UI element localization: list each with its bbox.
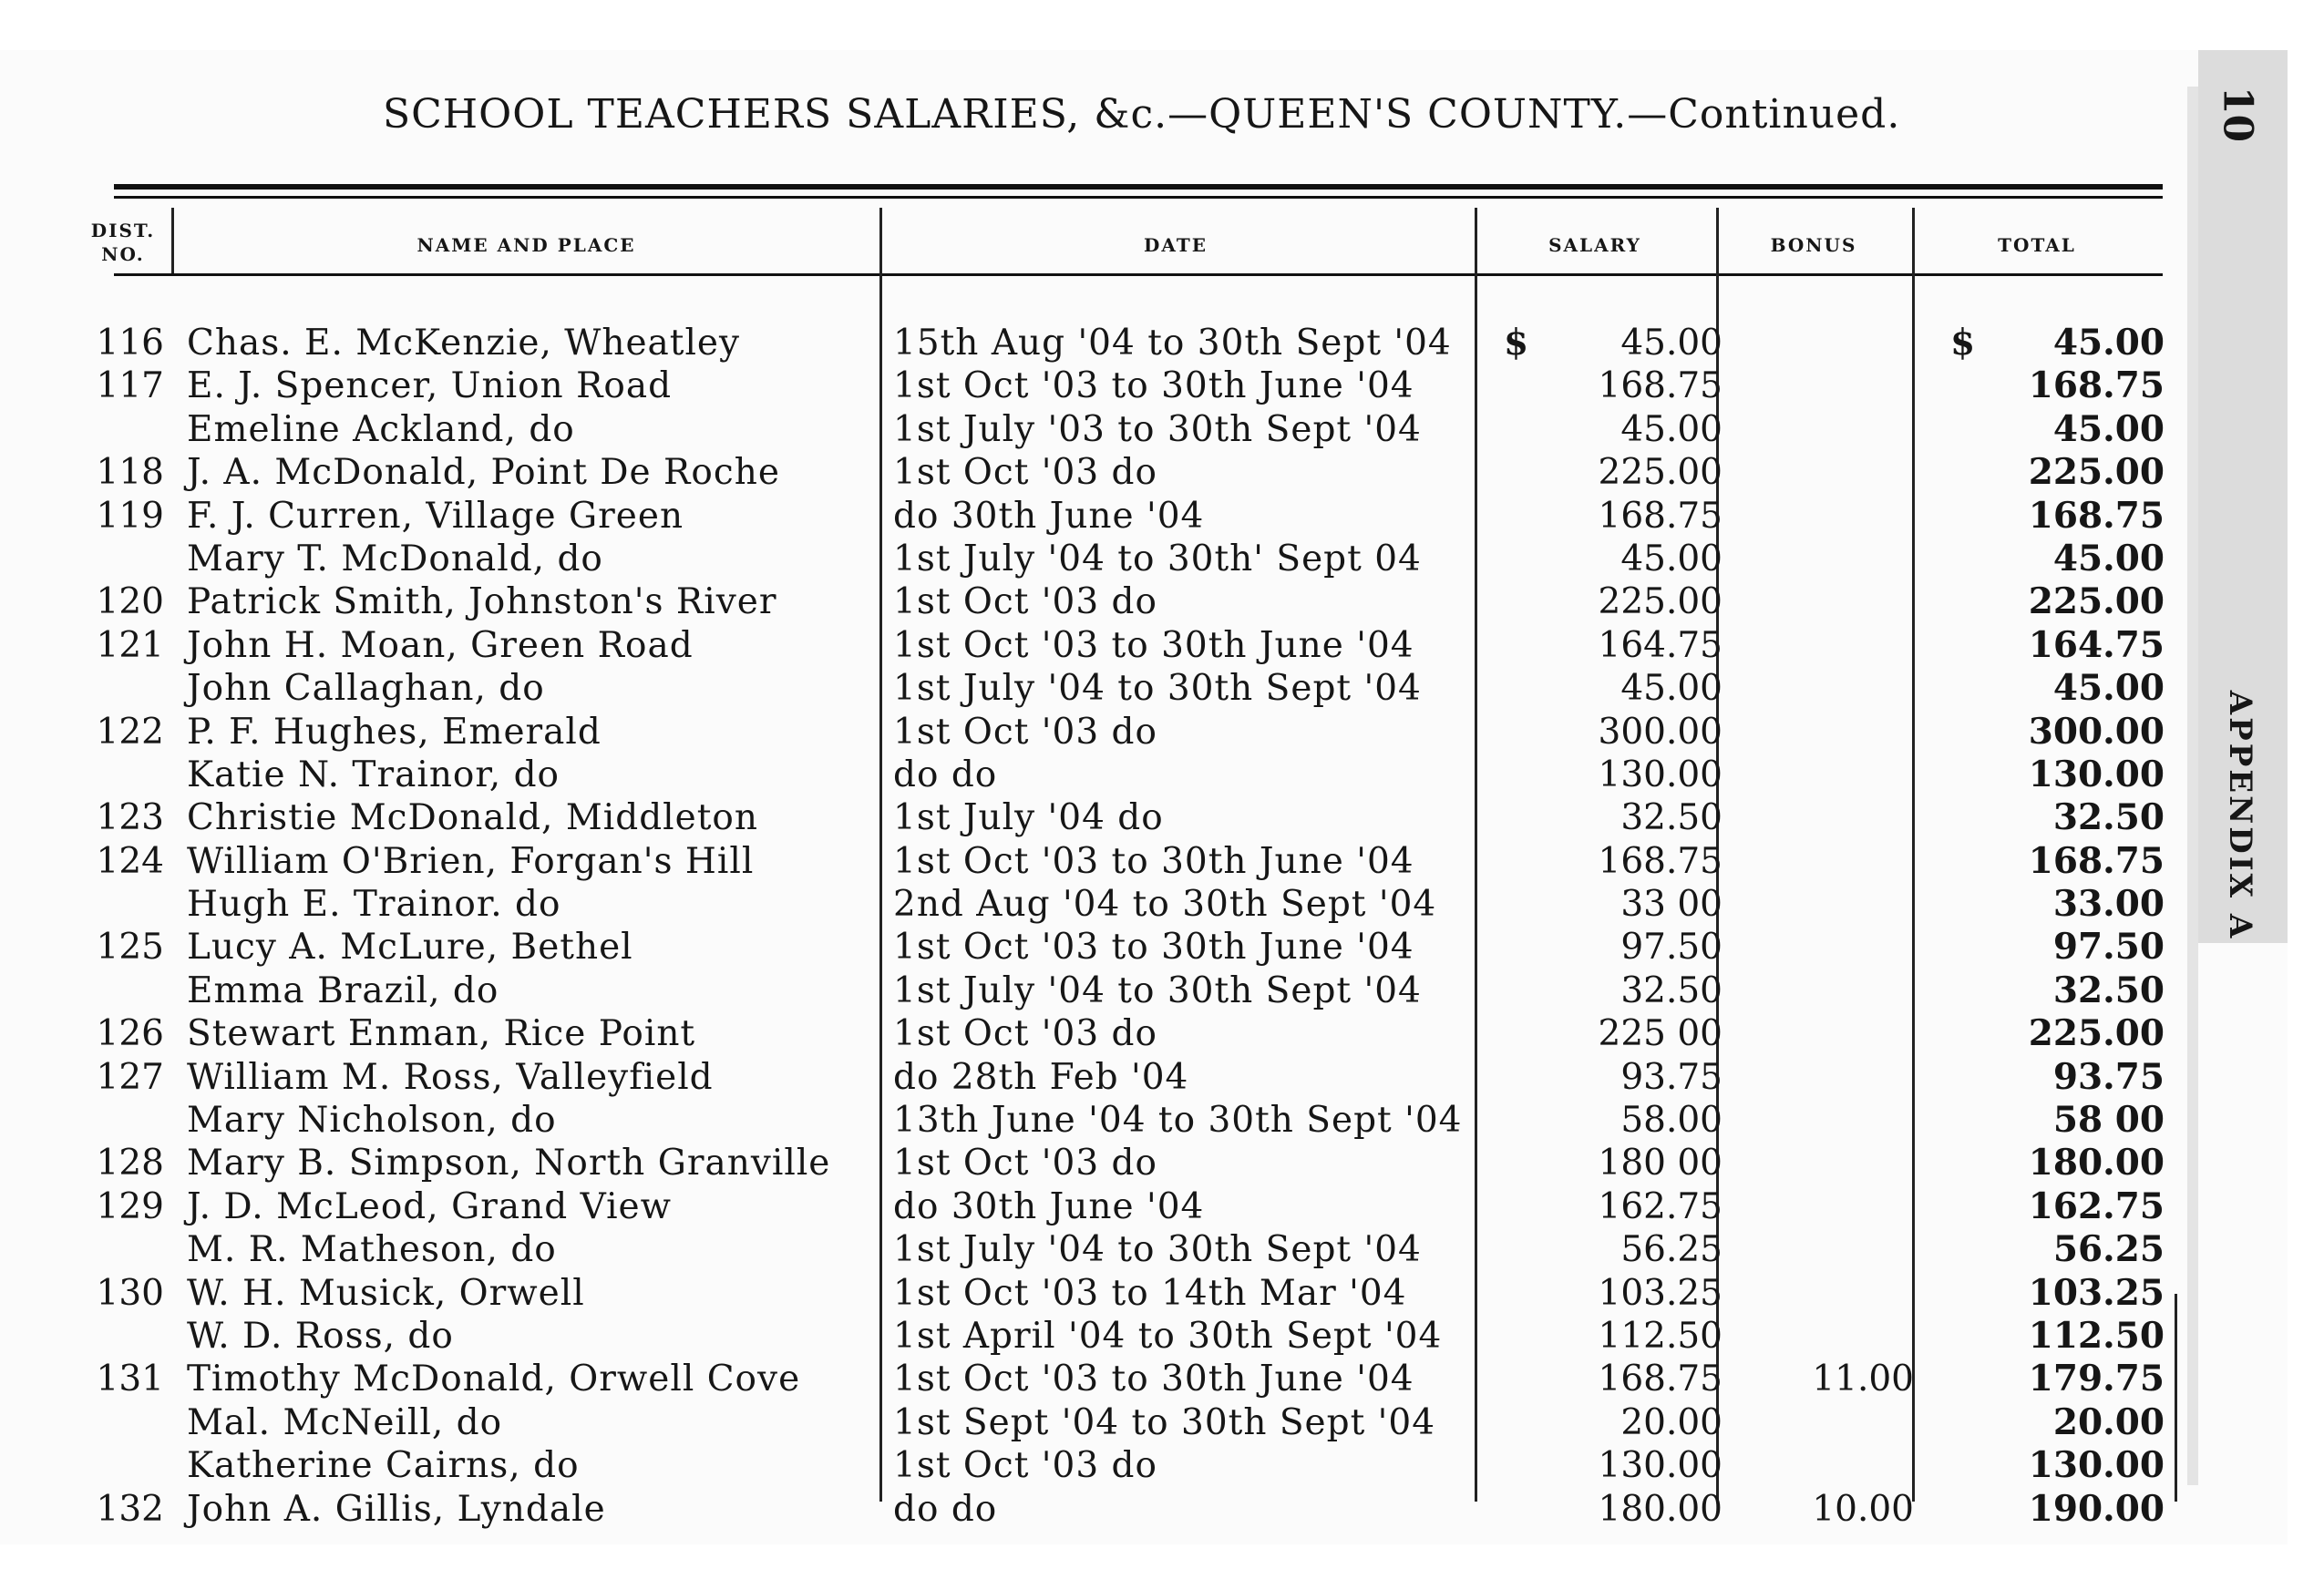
dist-number: 119 xyxy=(96,495,164,537)
salary-amount: 20.00 xyxy=(1620,1401,1722,1443)
teacher-name-place: Mal. McNeill, do xyxy=(187,1401,503,1443)
total-amount: 190.00 xyxy=(2028,1487,2165,1530)
teacher-name-place: John H. Moan, Green Road xyxy=(187,624,694,666)
teacher-name-place: Hugh E. Trainor. do xyxy=(187,884,561,926)
date-range: 1st April '04 to 30th Sept '04 xyxy=(893,1315,1443,1357)
date-range: 1st July '03 to 30th Sept '04 xyxy=(893,408,1422,450)
total-amount: 45.00 xyxy=(2052,537,2165,579)
date-range: do do xyxy=(893,754,998,795)
total-amount: 168.75 xyxy=(2028,364,2165,407)
column-header-dist: DIST. NO. xyxy=(90,220,156,265)
column-header-total: TOTAL xyxy=(1998,234,2076,256)
column-header-salary: SALARY xyxy=(1548,234,1641,256)
teacher-name-place: John Callaghan, do xyxy=(187,668,545,710)
salary-amount: 45.00 xyxy=(1620,668,1722,710)
date-range: 1st Oct '03 to 30th June '04 xyxy=(893,624,1414,666)
date-range: 1st Oct '03 to 30th June '04 xyxy=(893,365,1414,407)
dist-number: 120 xyxy=(96,581,164,623)
column-divider-total xyxy=(2175,1294,2177,1502)
salary-amount: 168.75 xyxy=(1598,365,1722,407)
dist-number: 131 xyxy=(96,1359,164,1400)
teacher-name-place: Timothy McDonald, Orwell Cove xyxy=(187,1359,801,1400)
total-amount: 112.50 xyxy=(2028,1314,2165,1357)
salary-amount: 168.75 xyxy=(1598,495,1722,537)
date-range: 1st Oct '03 to 30th June '04 xyxy=(893,1359,1414,1400)
dist-number: 121 xyxy=(96,624,164,666)
date-range: 1st Oct '03 do xyxy=(893,452,1157,494)
column-header-rule xyxy=(114,273,2163,276)
date-range: 1st Oct '03 do xyxy=(893,581,1157,623)
total-amount: 97.50 xyxy=(2052,926,2165,969)
teacher-name-place: Christie McDonald, Middleton xyxy=(187,797,758,839)
salary-amount: 33 00 xyxy=(1620,884,1722,926)
teacher-name-place: W. D. Ross, do xyxy=(187,1315,454,1357)
salary-amount: 103.25 xyxy=(1598,1272,1722,1314)
teacher-name-place: Mary B. Simpson, North Granville xyxy=(187,1143,831,1184)
total-amount: 32.50 xyxy=(2052,969,2165,1011)
total-currency-symbol: $ xyxy=(1950,322,1976,364)
teacher-name-place: Patrick Smith, Johnston's River xyxy=(187,581,777,623)
dist-number: 129 xyxy=(96,1185,164,1227)
salary-amount: 32.50 xyxy=(1620,969,1722,1011)
total-amount: 103.25 xyxy=(2028,1271,2165,1314)
teacher-name-place: William O'Brien, Forgan's Hill xyxy=(187,840,755,882)
total-amount: 93.75 xyxy=(2052,1055,2165,1098)
date-range: do do xyxy=(893,1488,998,1530)
salary-amount: 164.75 xyxy=(1598,624,1722,666)
total-amount: 56.25 xyxy=(2052,1228,2165,1271)
total-amount: 32.50 xyxy=(2052,796,2165,839)
date-range: 1st July '04 to 30th Sept '04 xyxy=(893,969,1422,1011)
header-rule-thick xyxy=(114,184,2163,190)
teacher-name-place: J. A. McDonald, Point De Roche xyxy=(187,452,780,494)
salary-amount: 225.00 xyxy=(1598,581,1722,623)
dist-number: 130 xyxy=(96,1272,164,1314)
appendix-label: APPENDIX A xyxy=(2222,690,2258,941)
salary-amount: 180 00 xyxy=(1598,1143,1722,1184)
column-divider-dist xyxy=(171,208,174,273)
total-amount: 225.00 xyxy=(2028,451,2165,494)
teacher-name-place: Stewart Enman, Rice Point xyxy=(187,1013,696,1055)
teacher-name-place: Emma Brazil, do xyxy=(187,969,499,1011)
teacher-name-place: Emeline Ackland, do xyxy=(187,408,575,450)
date-range: do 30th June '04 xyxy=(893,1185,1205,1227)
date-range: 1st Oct '03 to 14th Mar '04 xyxy=(893,1272,1407,1314)
salary-amount: 168.75 xyxy=(1598,1359,1722,1400)
teacher-name-place: P. F. Hughes, Emerald xyxy=(187,711,602,753)
salary-amount: 162.75 xyxy=(1598,1185,1722,1227)
date-range: 1st July '04 to 30th' Sept 04 xyxy=(893,538,1422,579)
date-range: 1st Sept '04 to 30th Sept '04 xyxy=(893,1401,1436,1443)
page-edge-shadow xyxy=(2187,87,2198,1485)
teacher-name-place: M. R. Matheson, do xyxy=(187,1229,557,1271)
salary-amount: 45.00 xyxy=(1620,408,1722,450)
date-range: 1st July '04 do xyxy=(893,797,1164,839)
salary-amount: 225.00 xyxy=(1598,452,1722,494)
total-amount: 33.00 xyxy=(2052,883,2165,926)
column-divider-name xyxy=(879,208,882,1502)
teacher-name-place: William M. Ross, Valleyfield xyxy=(187,1056,714,1098)
salary-amount: 32.50 xyxy=(1620,797,1722,839)
dist-number: 127 xyxy=(96,1056,164,1098)
teacher-name-place: E. J. Spencer, Union Road xyxy=(187,365,673,407)
column-divider-bonus xyxy=(1912,208,1915,1502)
date-range: do 30th June '04 xyxy=(893,495,1205,537)
salary-amount: 58.00 xyxy=(1620,1100,1722,1142)
teacher-name-place: Katie N. Trainor, do xyxy=(187,754,560,795)
dist-number: 125 xyxy=(96,927,164,969)
teacher-name-place: Lucy A. McLure, Bethel xyxy=(187,927,633,969)
date-range: 2nd Aug '04 to 30th Sept '04 xyxy=(893,884,1437,926)
teacher-name-place: John A. Gillis, Lyndale xyxy=(187,1488,606,1530)
salary-amount: 130.00 xyxy=(1598,754,1722,795)
date-range: 1st July '04 to 30th Sept '04 xyxy=(893,668,1422,710)
bonus-amount: 10.00 xyxy=(1812,1488,1914,1530)
dist-number: 123 xyxy=(96,797,164,839)
date-range: 1st Oct '03 to 30th June '04 xyxy=(893,840,1414,882)
total-amount: 20.00 xyxy=(2052,1400,2165,1443)
total-amount: 162.75 xyxy=(2028,1184,2165,1227)
date-range: do 28th Feb '04 xyxy=(893,1056,1189,1098)
column-header-date: DATE xyxy=(1144,234,1208,256)
teacher-name-place: Mary Nicholson, do xyxy=(187,1100,557,1142)
date-range: 13th June '04 to 30th Sept '04 xyxy=(893,1100,1463,1142)
date-range: 1st July '04 to 30th Sept '04 xyxy=(893,1229,1422,1271)
dist-number: 128 xyxy=(96,1143,164,1184)
total-amount: 300.00 xyxy=(2028,710,2165,753)
teacher-name-place: Katherine Cairns, do xyxy=(187,1445,580,1487)
date-range: 1st Oct '03 to 30th June '04 xyxy=(893,927,1414,969)
column-header-bonus: BONUS xyxy=(1770,234,1857,256)
date-range: 1st Oct '03 do xyxy=(893,711,1157,753)
total-amount: 58 00 xyxy=(2052,1099,2165,1142)
total-amount: 164.75 xyxy=(2028,623,2165,666)
dist-number: 132 xyxy=(96,1488,164,1530)
header-rule-thin xyxy=(114,196,2163,199)
total-amount: 45.00 xyxy=(2052,667,2165,710)
total-amount: 45.00 xyxy=(2052,407,2165,450)
salary-amount: 300.00 xyxy=(1598,711,1722,753)
teacher-name-place: Mary T. McDonald, do xyxy=(187,538,603,579)
total-amount: 45.00 xyxy=(2052,322,2165,364)
salary-amount: 93.75 xyxy=(1620,1056,1722,1098)
salary-amount: 225 00 xyxy=(1598,1013,1722,1055)
salary-amount: 130.00 xyxy=(1598,1445,1722,1487)
date-range: 1st Oct '03 do xyxy=(893,1013,1157,1055)
total-amount: 225.00 xyxy=(2028,1012,2165,1055)
dist-number: 116 xyxy=(96,323,164,364)
salary-amount: 168.75 xyxy=(1598,840,1722,882)
salary-amount: 97.50 xyxy=(1620,927,1722,969)
total-amount: 130.00 xyxy=(2028,753,2165,795)
salary-currency-symbol: $ xyxy=(1504,322,1529,364)
salary-amount: 112.50 xyxy=(1598,1315,1722,1357)
salary-amount: 56.25 xyxy=(1620,1229,1722,1271)
dist-number: 122 xyxy=(96,711,164,753)
dist-number: 118 xyxy=(96,452,164,494)
dist-number: 124 xyxy=(96,840,164,882)
date-range: 15th Aug '04 to 30th Sept '04 xyxy=(893,323,1452,364)
total-amount: 225.00 xyxy=(2028,580,2165,623)
salary-amount: 180.00 xyxy=(1598,1488,1722,1530)
total-amount: 130.00 xyxy=(2028,1444,2165,1487)
dist-number: 117 xyxy=(96,365,164,407)
bonus-amount: 11.00 xyxy=(1812,1359,1914,1400)
teacher-name-place: F. J. Curren, Village Green xyxy=(187,495,684,537)
date-range: 1st Oct '03 do xyxy=(893,1143,1157,1184)
page-number: 10 xyxy=(2214,86,2261,143)
teacher-name-place: W. H. Musick, Orwell xyxy=(187,1272,585,1314)
total-amount: 179.75 xyxy=(2028,1358,2165,1400)
teacher-name-place: Chas. E. McKenzie, Wheatley xyxy=(187,323,741,364)
dist-number: 126 xyxy=(96,1013,164,1055)
total-amount: 180.00 xyxy=(2028,1142,2165,1184)
date-range: 1st Oct '03 do xyxy=(893,1445,1157,1487)
salary-amount: 45.00 xyxy=(1620,323,1722,364)
column-header-name: NAME AND PLACE xyxy=(416,234,636,256)
total-amount: 168.75 xyxy=(2028,494,2165,537)
total-amount: 168.75 xyxy=(2028,839,2165,882)
salary-amount: 45.00 xyxy=(1620,538,1722,579)
teacher-name-place: J. D. McLeod, Grand View xyxy=(187,1185,673,1227)
page-title: SCHOOL TEACHERS SALARIES, &c.—QUEEN'S COUNTY.—Continued. xyxy=(383,91,1901,138)
